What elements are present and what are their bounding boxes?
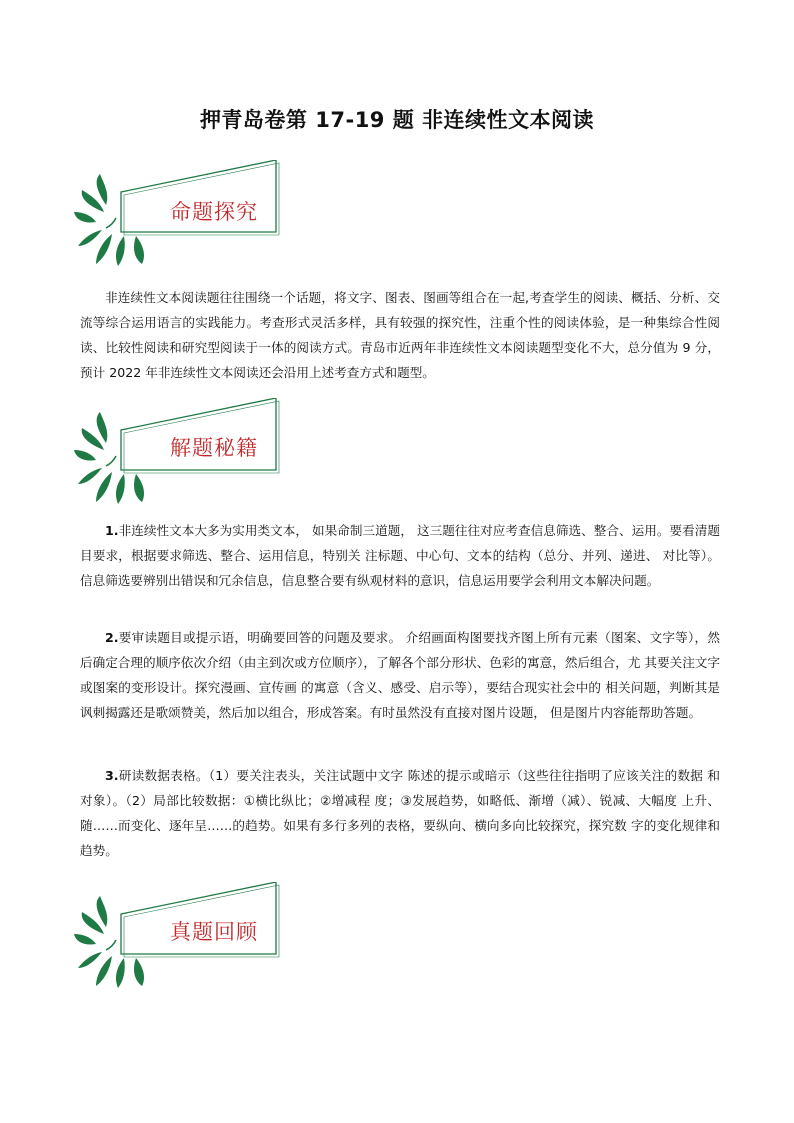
paragraph: 3.研读数据表格。（1）要关注表头，关注试题中文字 陈述的提示或暗示（这些往往指明了应该关注的数据 和对象）。（2）局部比较数据：①横比纵比；②增减程 度；③发展趋势，如略低、渐增（减）、锐减、大幅度 上升、随……而变化、逐年呈……的趋势。如果有多行多列的表格，要纵向、横向多向比较探究，探究数 字的变化规律和趋势。 [80, 768, 720, 858]
section-title: 真题回顾 [170, 920, 258, 944]
section-title: 命题探究 [170, 200, 258, 224]
section-banner-mingti [66, 160, 286, 270]
paragraph: 1.非连续性文本大多为实用类文本， 如果命制三道题， 这三题往往对应考查信息筛选、整合、运用。要看清题目要求，根据要求筛选、整合、运用信息，特别关 注标题、中心句、文本的结构（总分、并列、递进、 对比等）。信息筛选要辨别出错误和冗余信息，信息整合要有纵观材料的意识，信息运用要学会利用文本解决问题。 [80, 523, 720, 588]
paragraph: 2.要审读题目或提示语，明确要回答的问题及要求。 介绍画面构图要找齐图上所有元素（图案、文字等），然后确定合理的顺序依次介绍（由主到次或方位顺序），了解各个部分形状、色彩的寓意，然后组合，尤 其要关注文字或图案的变形设计。探究漫画、宣传画 的寓意（含义、感受、启示等），要结合现实社会中的 相关问题，判断其是讽刺揭露还是歌颂赞美，然后加以组合，形成答案。有时虽然没有直接对图片设题， 但是图片内容能帮助答题。 [80, 630, 720, 720]
paragraph: 非连续性文本阅读题往往围绕一个话题，将文字、图表、图画等组合在一起,考查学生的阅读、概括、分析、交流等综合运用语言的实践能力。考查形式灵活多样，具有较强的探究性，注重个性的阅读体验，是一种集综合性阅读、比较性阅读和研究型阅读于一体的阅读方式。青岛市近两年非连续性文本阅读题型变化不大，总分值为 9 分，预计 2022 年非连续性文本阅读还会沿用上述考查方式和题型。 [80, 290, 720, 380]
section-title: 解题秘籍 [170, 436, 258, 460]
section-banner-zhenti [66, 882, 286, 992]
page-title: 押青岛卷第 17-19 题 非连续性文本阅读 [199, 108, 595, 132]
section-banner-jieti [66, 398, 286, 508]
